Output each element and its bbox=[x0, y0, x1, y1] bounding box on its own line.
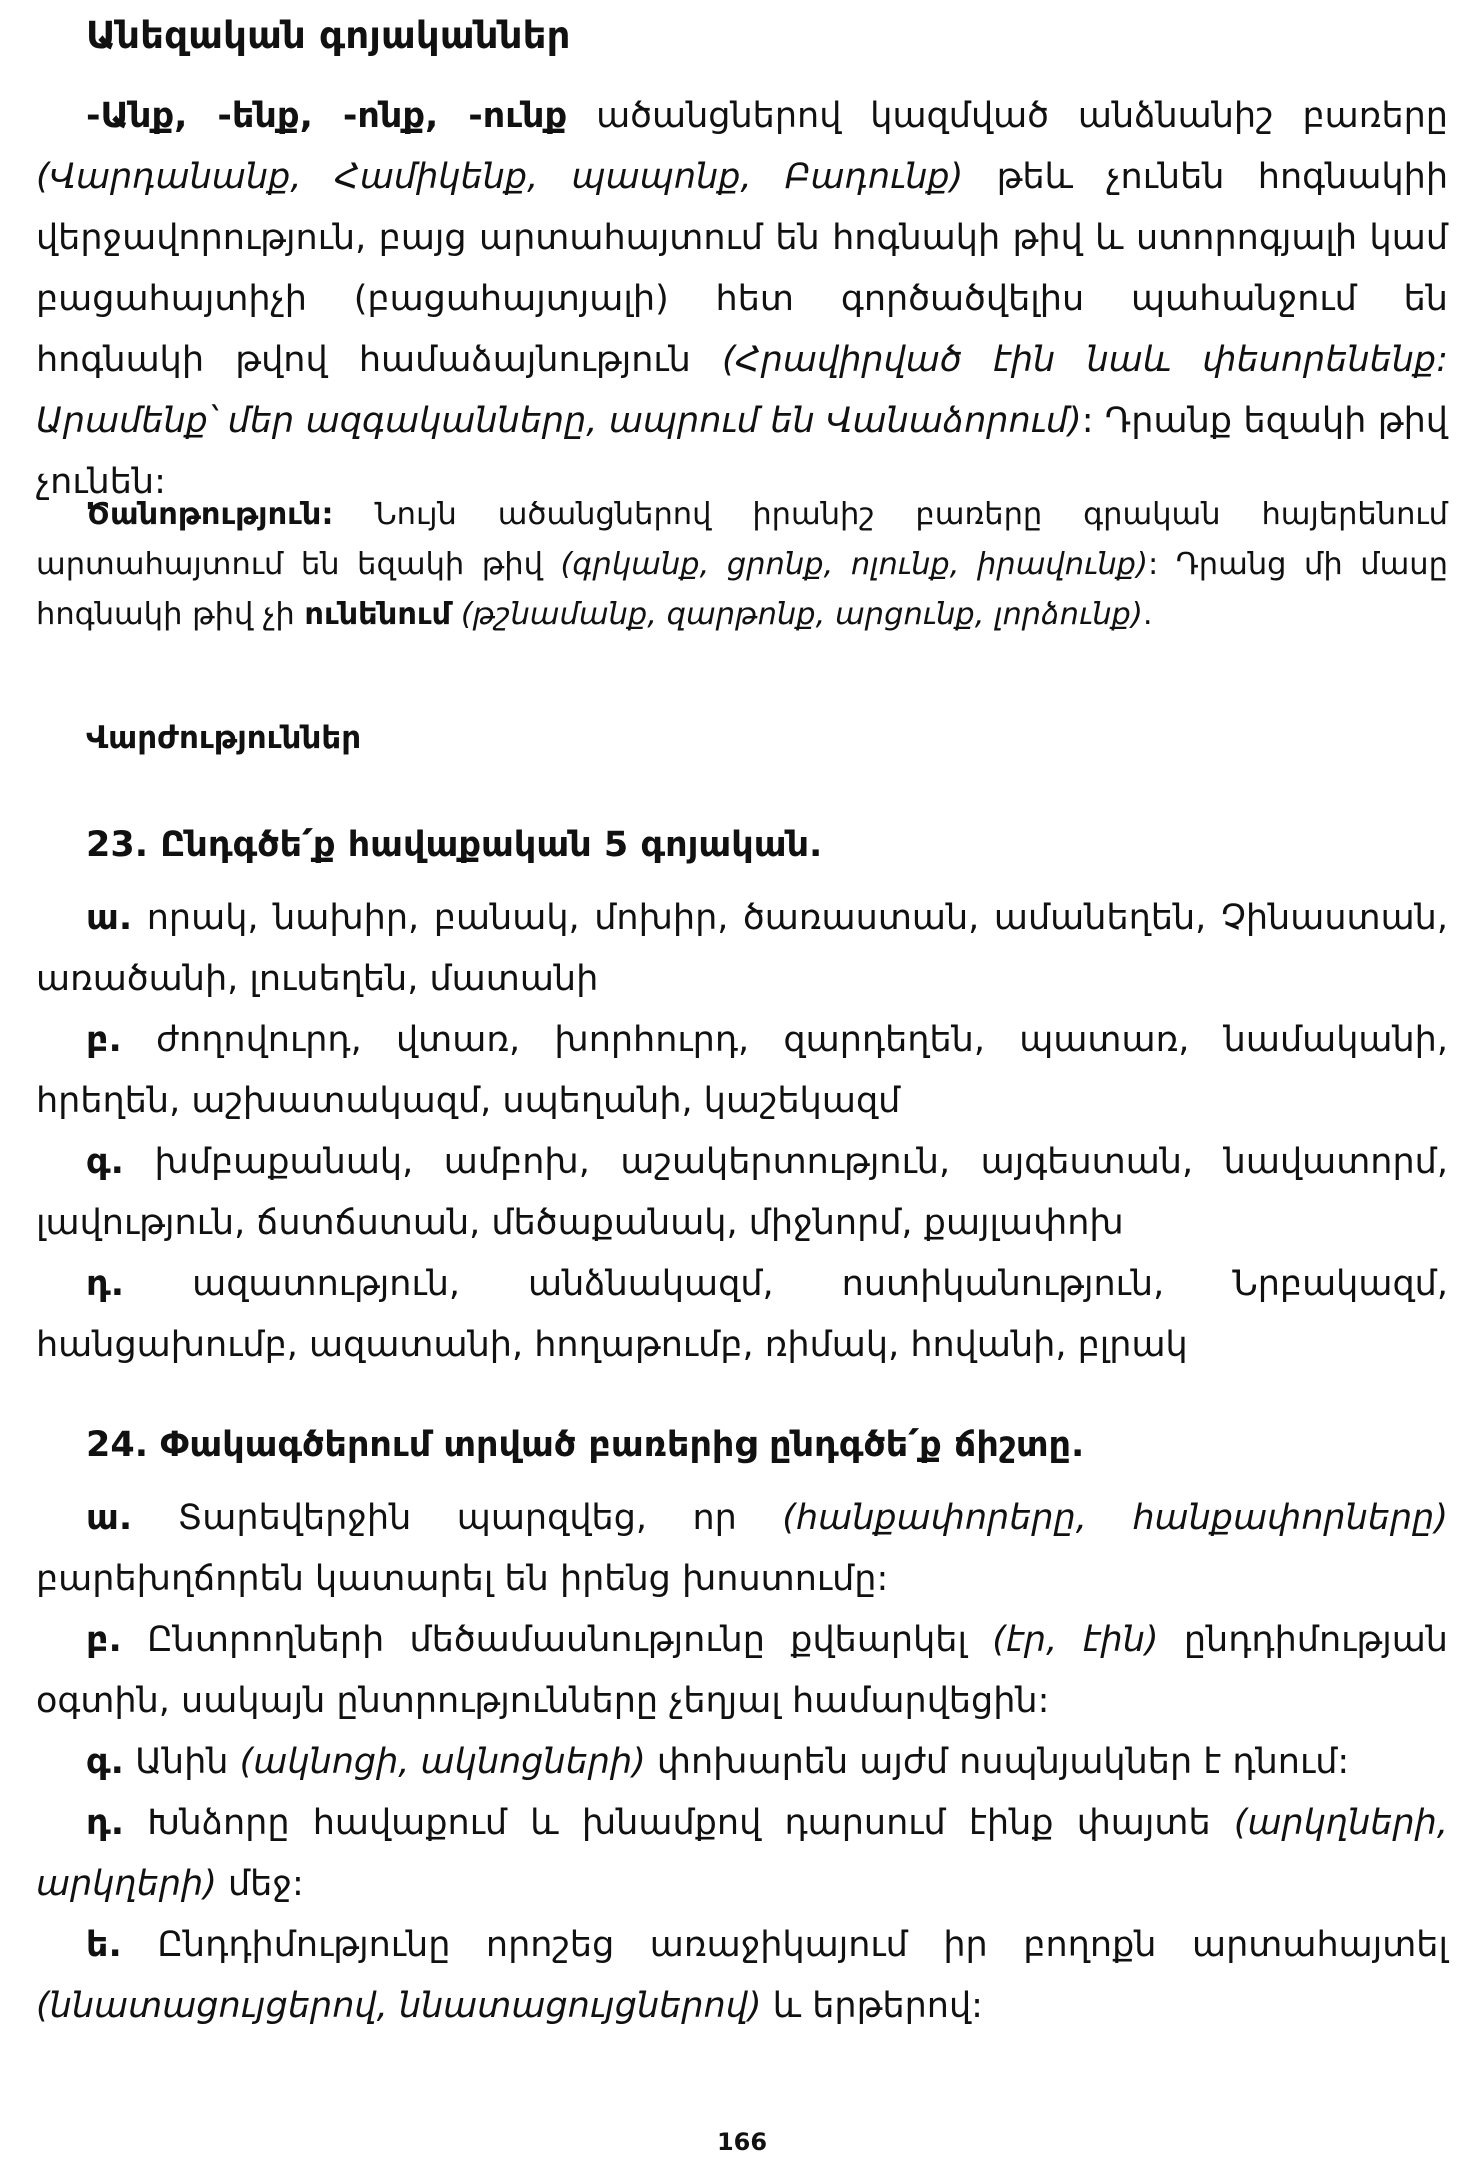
item-options: (ննատացույցերով, ննատացույցներով) bbox=[36, 1986, 762, 2026]
exercise-24-heading: 24. Փակագծերում տրված բառերից ընդգծե՛ք ճիշտը. bbox=[86, 1425, 1085, 1465]
item-text-2: մեջ: bbox=[216, 1864, 304, 1904]
item-text: ժողովուրդ, վտառ, խորհուրդ, զարդեղեն, պատառ, նամականի, հրեղեն, աշխատակազմ, սպեղանի, կաշեկազմ bbox=[36, 1020, 1448, 1121]
exercise-24-item bbox=[36, 1610, 1448, 1732]
page-number: 166 bbox=[716, 2128, 768, 2156]
item-label: ե. bbox=[86, 1925, 122, 1965]
item-label: ա. bbox=[86, 898, 133, 938]
exercise-23-item bbox=[36, 1010, 1448, 1132]
note-text-1: Նույն ածանցներով իրանիշ բառերը գրական հայերենում արտահայտում են եզակի թիվ bbox=[36, 497, 1448, 582]
item-label: գ. bbox=[86, 1742, 124, 1782]
item-text: ազատություն, անձնակազմ, ոստիկանություն, Նրբակազմ, հանցախումբ, ազատանի, հողաթումբ, ռիմակ, հովանի, բլրակ bbox=[36, 1264, 1448, 1365]
item-label: ա. bbox=[86, 1498, 133, 1538]
item-label: գ. bbox=[86, 1142, 124, 1182]
exercise-23-heading: 23. Ընդգծե՛ք հավաքական 5 գոյական. bbox=[86, 825, 823, 865]
exercise-24-item bbox=[36, 1732, 1448, 1793]
exercises-heading: Վարժություններ bbox=[86, 720, 362, 756]
exercise-24-item bbox=[36, 1488, 1448, 1610]
note-label: Ծանոթություն: bbox=[86, 497, 334, 532]
note-emphasis: ունենում bbox=[304, 597, 452, 632]
item-label: բ. bbox=[86, 1020, 122, 1060]
note-paragraph bbox=[36, 490, 1448, 640]
intro-paragraph bbox=[36, 86, 1448, 513]
intro-examples-2: (Հրավիրված էին նաև փեսորենենք: Արամենք՝ մեր ազգականները, ապրում են Վանաձորում) bbox=[36, 340, 1448, 441]
item-label: դ. bbox=[86, 1264, 125, 1304]
item-text-1: Անին bbox=[135, 1742, 240, 1782]
note-examples-1: (գրկանք, ցրոնք, ոլունք, իրավունք) bbox=[560, 547, 1148, 582]
exercise-24-item bbox=[36, 1793, 1448, 1915]
exercise-24-items bbox=[36, 1488, 1448, 2037]
item-text-1: Խնձորը հավաքում և խնամքով դարսում էինք փայտե bbox=[147, 1803, 1234, 1843]
item-label: բ. bbox=[86, 1620, 122, 1660]
item-options: (էր, էին) bbox=[992, 1620, 1159, 1660]
item-text-2: փոխարեն այժմ ոսպնյակներ է դնում: bbox=[645, 1742, 1350, 1782]
note-text-3 bbox=[451, 597, 461, 632]
intro-text-2: թեև չունեն հոգնակիի վերջավորություն, բայց արտահայտում են հոգնակի թիվ և ստորոգյալի կամ բացահայտիչի (բացահայտյալի) հետ գործածվելիս պահանջում են հոգնակի թվով համաձայնություն bbox=[36, 157, 1449, 380]
exercise-23-item bbox=[36, 1132, 1448, 1254]
item-options: (ակնոցի, ակնոցների) bbox=[239, 1742, 646, 1782]
item-text-2: ընդդիմության օգտին, սակայն ընտրությունները չեղյալ համարվեցին: bbox=[36, 1620, 1448, 1721]
item-text-1: Ընտրողների մեծամասնությունը քվեարկել bbox=[147, 1620, 993, 1660]
item-options: (հանքափորերը, հանքափորները) bbox=[782, 1498, 1448, 1538]
intro-examples-1: (Վարդանանք, Համիկենք, պապոնք, Բադունք) bbox=[36, 157, 964, 197]
exercise-23-item bbox=[36, 888, 1448, 1010]
item-text-2: բարեխղճորեն կատարել են իրենց խոստումը: bbox=[36, 1559, 889, 1599]
exercise-24-item bbox=[36, 1915, 1448, 2037]
intro-suffixes: -Անք, -ենք, -ոնք, -ունք bbox=[86, 96, 568, 136]
item-options: (արկղների, արկղերի) bbox=[36, 1803, 1448, 1904]
item-text-2: և երթերով: bbox=[761, 1986, 983, 2026]
section-title: Անեզական գոյականներ bbox=[86, 14, 571, 57]
item-text: խմբաքանակ, ամբոխ, աշակերտություն, այգեստան, նավատորմ, լավություն, ճստճստան, մեծաքանակ, միջնորմ, քայլափոխ bbox=[36, 1142, 1448, 1243]
note-examples-2: (թշնամանք, զարթոնք, արցունք, լորձունք) bbox=[460, 597, 1143, 632]
item-text-1: Տարեվերջին պարզվեց, որ bbox=[177, 1498, 783, 1538]
item-label: դ. bbox=[86, 1803, 125, 1843]
item-text: որակ, նախիր, բանակ, մոխիր, ծառաստան, ամանեղեն, Չինաստան, առածանի, լուսեղեն, մատանի bbox=[36, 898, 1448, 999]
exercise-23-items bbox=[36, 888, 1448, 1376]
document-page bbox=[36, 0, 1448, 2178]
item-text-1: Ընդդիմությունը որոշեց առաջիկայում իր բողոքն արտահայտել bbox=[157, 1925, 1448, 1965]
intro-text-1: ածանցներով կազմված անձնանիշ բառերը bbox=[567, 96, 1448, 136]
exercise-23-item bbox=[36, 1254, 1448, 1376]
note-text-4: . bbox=[1142, 597, 1153, 632]
intro-text-3: : Դրանք եզակի թիվ չունեն: bbox=[36, 401, 1448, 502]
note-text-2: : Դրանց մի մասը հոգնակի թիվ չի bbox=[36, 547, 1448, 632]
